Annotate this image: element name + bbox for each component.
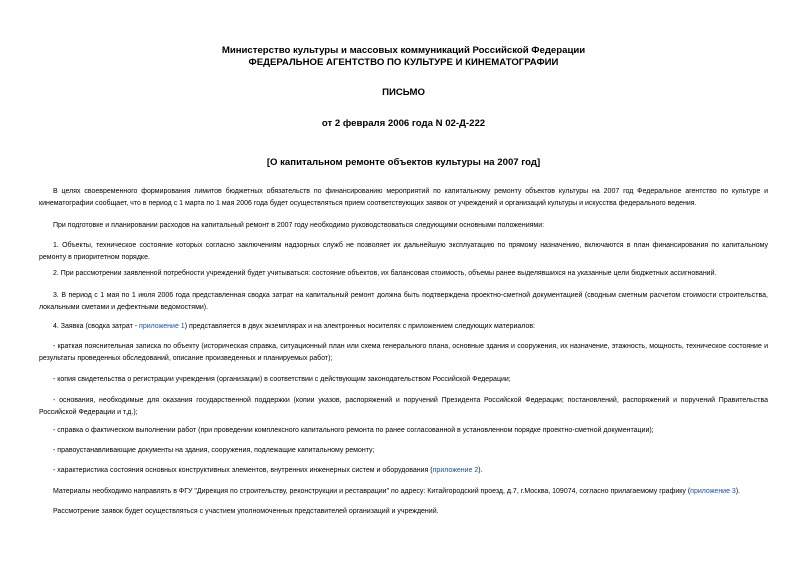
appendix-1-link[interactable]: приложение 1	[139, 323, 185, 330]
list-item-condition-text-start: - характеристика состояния основных конструктивных элементов, внутренних инженерных систем и оборудования (	[53, 467, 433, 474]
document-type: ПИСЬМО	[382, 87, 425, 98]
paragraph-item-4	[39, 321, 768, 333]
list-item-condition-text-end: ).	[478, 467, 483, 474]
appendix-3-link[interactable]: приложение 3	[690, 488, 736, 495]
document-date: от 2 февраля 2006 года N 02-Д-222	[321, 118, 486, 129]
agency-title: ФЕДЕРАЛЬНОЕ АГЕНТСТВО ПО КУЛЬТУРЕ И КИНЕМАТОГРАФИИ	[248, 57, 559, 68]
paragraph-intro: В целях своевременного формирования лимитов бюджетных обязательств по финансированию мероприятий по капитальному ремонту объектов культуры на 2007 год Федеральное агентство по культуре и кинематографии сообщает, что в период с 1 марта по 1 мая 2006 года будет осуществляться прием соответствующих заявок от учреждений и организаций культуры и искусства федерального ведения.	[39, 188, 768, 207]
list-item-work-certificate: - справка о фактическом выполнении работ (при проведении комплексного капитального ремонта по ранее согласованной в установленном порядке проектно-сметной документации);	[53, 427, 654, 434]
ministry-title: Министерство культуры и массовых коммуникаций Российской Федерации	[221, 45, 586, 56]
submission-text-end: ).	[735, 488, 741, 495]
paragraph-item-4-text-end: ) представляется в двух экземплярах и на электронных носителях с приложением следующих материалов:	[184, 323, 536, 330]
list-item-support-grounds: - основания, необходимые для оказания государственной поддержки (копии указов, распоряжений и поручений Президента Российской Федерации; постановлений, распоряжений и поручений Правительства Российской Федерации и т.д.);	[39, 397, 768, 416]
paragraph-submission-address	[39, 486, 768, 498]
list-item-title-documents: - правоустанавливающие документы на здания, сооружения, подлежащие капитальному ремонту;	[53, 447, 375, 454]
list-item-explanatory-note: - краткая пояснительная записка по объекту (историческая справка, ситуационный план или схема генерального плана, основные здания и сооружения, их назначение, этажность, мощность, техническое состояние и результаты проведенных обследований, описание произведенных и планируемых работ);	[39, 343, 768, 362]
paragraph-guidelines: При подготовке и планировании расходов на капитальный ремонт в 2007 году необходимо руководствоваться следующими основными положениями:	[53, 222, 545, 229]
paragraph-item-2: 2. При рассмотрении заявленной потребности учреждений будет учитываться: состояние объектов, их балансовая стоимость, объемы ранее выделявшихся на указанные цели бюджетных ассигнований.	[53, 270, 717, 277]
submission-text-start: Материалы необходимо направлять в ФГУ "Дирекция по строительству, реконструкции и реставрации" по адресу: Китайгородский проезд, д.7, г.Москва, 109074, согласно прилагаемому графику (	[53, 488, 691, 495]
paragraph-item-3: 3. В период с 1 мая по 1 июля 2006 года представленная сводка затрат на капитальный ремонт должна быть подтверждена проектно-сметной документацией (сводным сметным расчетом стоимости строительства, локальными сметами и дефектными ведомостями).	[39, 292, 768, 311]
list-item-registration-copy: - копия свидетельства о регистрации учреждения (организации) в соответствии с действующим законодательством Российской Федерации;	[53, 376, 511, 383]
paragraph-review: Рассмотрение заявок будет осуществляться с участием уполномоченных представителей организаций и учреждений.	[53, 508, 439, 515]
list-item-condition-characteristics	[39, 465, 768, 477]
paragraph-item-1: 1. Объекты, техническое состояние которых согласно заключениям надзорных служб не позволяет их дальнейшую эксплуатацию по прямому назначению, включаются в план финансирования по капитальному ремонту в приоритетном порядке.	[39, 242, 768, 261]
appendix-2-link[interactable]: приложение 2	[432, 467, 479, 474]
paragraph-item-4-text-start: 4. Заявка (сводка затрат -	[53, 323, 140, 330]
document-subject: [О капитальном ремонте объектов культуры на 2007 год]	[266, 157, 541, 168]
